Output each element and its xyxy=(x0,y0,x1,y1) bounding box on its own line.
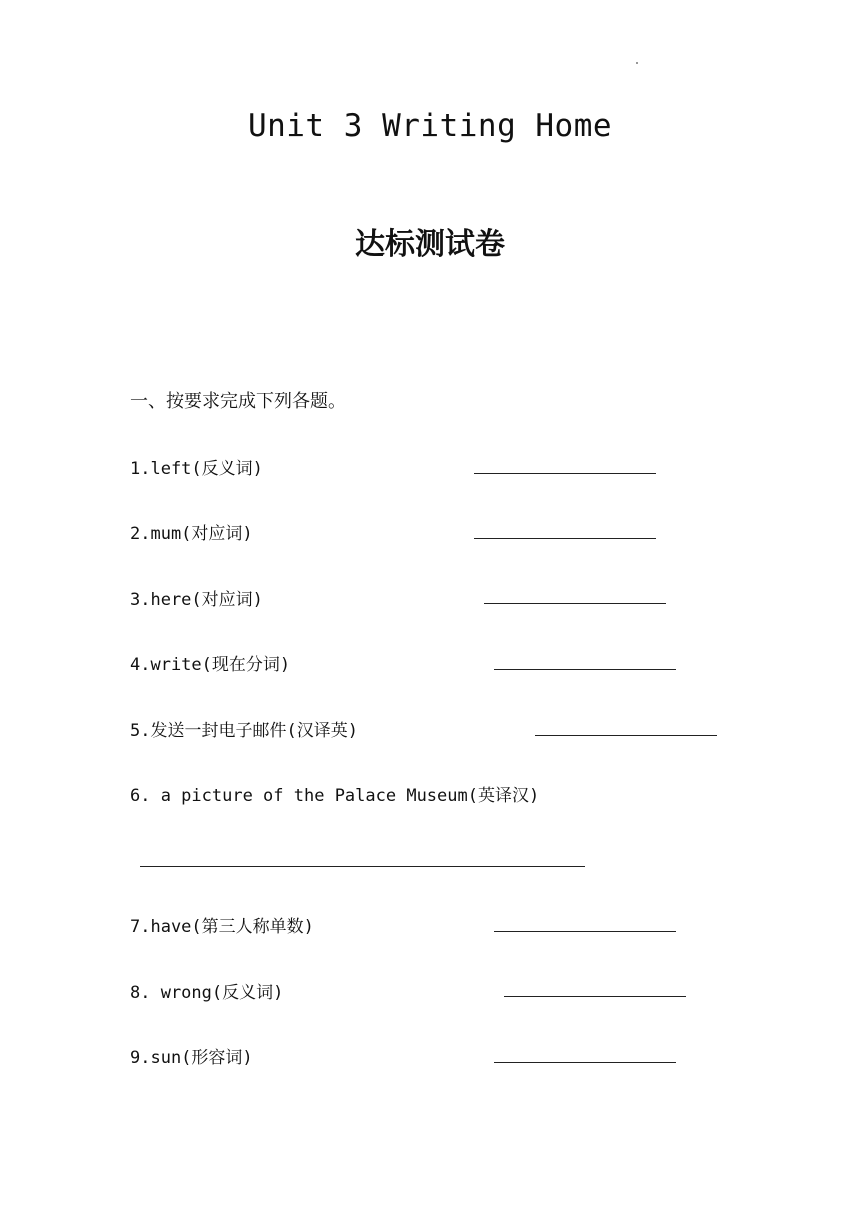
answer-blank-7[interactable] xyxy=(494,931,676,932)
answer-blank-3[interactable] xyxy=(484,603,666,604)
answer-blank-8[interactable] xyxy=(504,996,686,997)
answer-blank-4[interactable] xyxy=(494,669,676,670)
answer-blank-9[interactable] xyxy=(494,1062,676,1063)
question-2: 2.mum(对应词) xyxy=(130,524,253,544)
section-heading: 一、按要求完成下列各题。 xyxy=(130,391,346,412)
question-4: 4.write(现在分词) xyxy=(130,655,291,675)
answer-blank-2[interactable] xyxy=(474,538,656,539)
worksheet-subtitle: 达标测试卷 xyxy=(355,227,505,262)
question-1: 1.left(反义词) xyxy=(130,459,263,479)
question-9: 9.sun(形容词) xyxy=(130,1048,253,1068)
question-6: 6. a picture of the Palace Museum(英译汉) xyxy=(130,786,540,806)
answer-blank-1[interactable] xyxy=(474,473,656,474)
question-7: 7.have(第三人称单数) xyxy=(130,917,314,937)
answer-blank-6[interactable] xyxy=(140,866,585,867)
question-8: 8. wrong(反义词) xyxy=(130,983,284,1003)
worksheet-title: Unit 3 Writing Home xyxy=(247,108,613,144)
question-3: 3.here(对应词) xyxy=(130,590,263,610)
answer-blank-5[interactable] xyxy=(535,735,717,736)
page-dot-mark xyxy=(636,62,638,64)
question-5: 5.发送一封电子邮件(汉译英) xyxy=(130,721,358,741)
